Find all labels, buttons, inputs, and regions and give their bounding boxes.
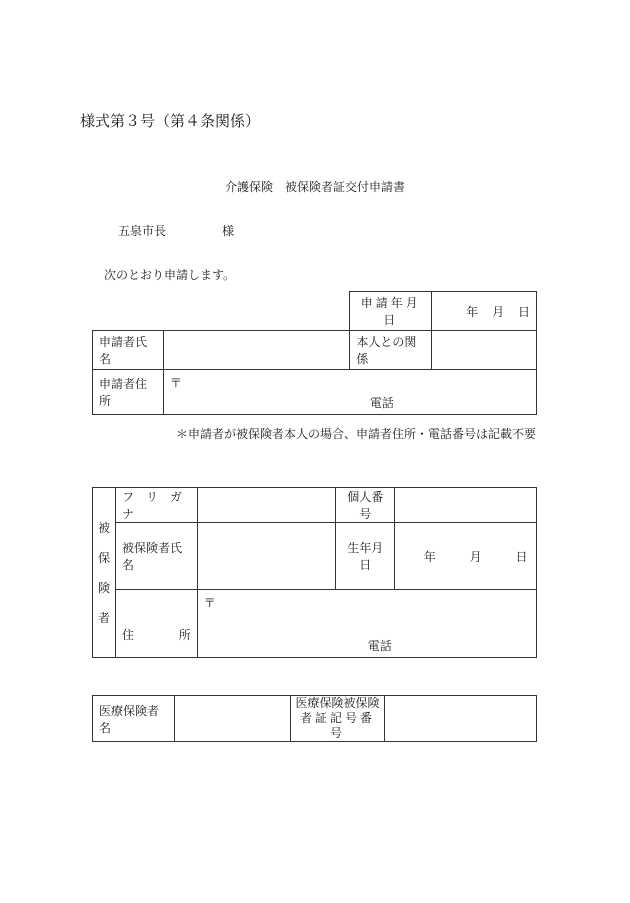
- applicant-table: [92, 291, 537, 415]
- application-date-label: 申請年月日: [350, 292, 432, 331]
- insurer-field[interactable]: [174, 696, 290, 742]
- section-char: 者: [97, 610, 110, 625]
- note-text: ＊申請者が被保険者本人の場合、申請者住所・電話番号は記載不要: [175, 427, 536, 441]
- insured-table: [92, 487, 537, 658]
- applicant-name-field[interactable]: [163, 331, 349, 370]
- applicant-name-label: 申請者氏名: [93, 331, 164, 370]
- month-label: 月: [492, 304, 505, 319]
- insured-address-field[interactable]: [197, 590, 536, 658]
- applicant-address-field[interactable]: [163, 370, 536, 415]
- section-char: 保: [97, 550, 110, 565]
- insured-number-label-line2: 者証記号番号: [299, 711, 375, 740]
- insured-name-label: 被保険者氏名: [115, 523, 197, 590]
- honorific: 様: [222, 224, 235, 238]
- section-char: 被: [97, 520, 110, 535]
- insurer-label: 医療保険者名: [93, 696, 175, 742]
- individual-number-field[interactable]: [395, 488, 537, 523]
- intro-text: 次のとおり申請します。: [104, 268, 236, 282]
- year-label: 年: [466, 304, 479, 319]
- insured-number-label: [290, 696, 385, 742]
- birthdate-field[interactable]: [395, 523, 537, 590]
- day-label: 日: [515, 549, 528, 564]
- insured-address-label: [115, 590, 197, 658]
- document-title: 介護保険 被保険者証交付申請書: [224, 180, 405, 194]
- furigana-label: フ リ ガ ナ: [115, 488, 197, 523]
- individual-number-label: 個人番号: [336, 488, 395, 523]
- relationship-field[interactable]: [432, 331, 537, 370]
- applicant-address-label: 申請者住所: [93, 370, 164, 415]
- month-label: 月: [469, 549, 482, 564]
- phone-label: 電話: [369, 396, 394, 410]
- insured-number-field[interactable]: [385, 696, 537, 742]
- year-label: 年: [423, 549, 436, 564]
- furigana-field[interactable]: [197, 488, 336, 523]
- relationship-label: 本人との関係: [350, 331, 432, 370]
- section-char: 険: [97, 580, 110, 595]
- insured-section-label: [93, 488, 116, 658]
- application-date-field[interactable]: [432, 292, 537, 331]
- birthdate-label: 生年月日: [336, 523, 395, 590]
- phone-label: 電話: [367, 639, 392, 653]
- day-label: 日: [517, 304, 530, 319]
- form-number: 様式第３号（第４条関係）: [80, 112, 261, 130]
- postal-mark: 〒: [203, 596, 216, 610]
- insured-name-field[interactable]: [197, 523, 336, 590]
- medical-insurance-table: [92, 695, 537, 742]
- address-label-left: 住: [121, 628, 134, 642]
- addressee: 五泉市長: [118, 224, 167, 238]
- insured-number-label-line1: 医療保険被保険: [295, 696, 380, 710]
- postal-mark: 〒: [169, 376, 182, 390]
- address-label-right: 所: [178, 628, 191, 642]
